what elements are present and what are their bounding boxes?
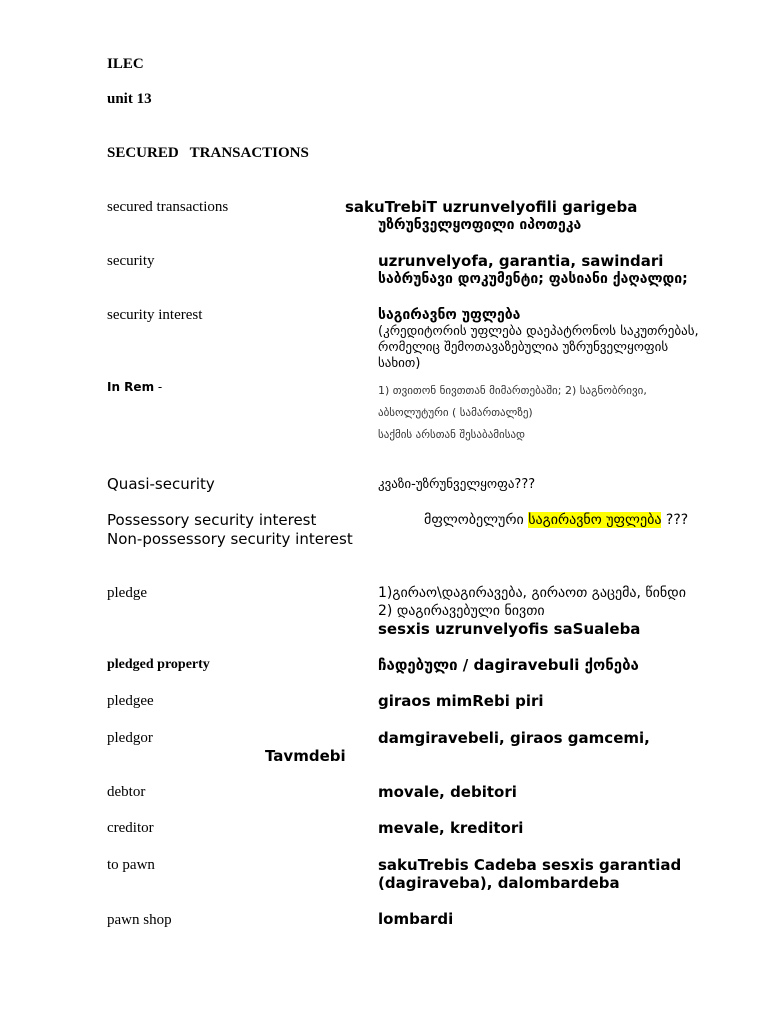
definition-in-rem [378, 380, 647, 446]
term-quasi-security: Quasi-security [107, 475, 215, 493]
definition-possessory [424, 512, 688, 528]
term-pledgee: pledgee [107, 693, 154, 709]
definition-security-interest-title: საგირავნო უფლება [378, 307, 521, 323]
definition-possessory-prefix: მფლობელური [424, 512, 529, 528]
definition-pledged-property: ჩადებული / dagiravebuli ქონება [378, 656, 639, 674]
definition-to-pawn-line1: sakuTrebis Cadeba sesxis garantiad [378, 856, 682, 874]
definition-pledge [378, 584, 686, 638]
definition-in-rem-line1: 1) თვითონ ნივთთან მიმართებაში; 2) საგნობრივი, [378, 384, 647, 397]
definition-security-interest-line2: (კრედიტორის უფლება დაეპატრონოს საკუთრებას, [378, 324, 699, 339]
unit-label: unit 13 [107, 91, 152, 107]
definition-in-rem-line2: აბსოლუტური ( სამართალზე) [378, 406, 533, 419]
definition-pledgee: giraos mimRebi piri [378, 692, 544, 710]
definition-pledge-line1: 1)გირაო\დაგირავება, გირაოთ გაცემა, წინდი [378, 585, 686, 601]
term-in-rem-label: In Rem [107, 380, 155, 394]
definition-possessory-suffix: ??? [661, 512, 689, 528]
definition-in-rem-line3: საქმის არსთან შესაბამისად [378, 428, 526, 441]
definition-pledge-line2: 2) დაგირავებული ნივთი [378, 603, 545, 619]
definition-quasi-security: კვაზი-უზრუნველყოფა??? [378, 477, 536, 492]
definition-pledgor-line2: Tavmdebi [265, 747, 346, 765]
definition-security-georgian: საბრუნავი დოკუმენტი; ფასიანი ქაღალდი; [378, 271, 688, 287]
page-title: SECURED TRANSACTIONS [107, 145, 309, 161]
term-pledgor: pledgor [107, 730, 153, 746]
term-security-interest: security interest [107, 307, 203, 323]
definition-security-interest-line3: რომელიც შემოთავაზებულია უზრუნველყოფის [378, 340, 669, 355]
term-creditor: creditor [107, 820, 154, 836]
term-in-rem [107, 380, 162, 394]
term-possessory-security-interest: Possessory security interest [107, 511, 317, 529]
course-label: ILEC [107, 56, 144, 72]
definition-security-latin: uzrunvelyofa, garantia, sawindari [378, 252, 664, 270]
term-debtor: debtor [107, 784, 146, 800]
definition-pledge-line3: sesxis uzrunvelyofis saSualeba [378, 620, 641, 638]
highlighted-text: საგირავნო უფლება [528, 512, 662, 528]
term-non-possessory-security-interest: Non-possessory security interest [107, 530, 353, 548]
term-pawn-shop: pawn shop [107, 912, 172, 928]
definition-debtor: movale, debitori [378, 783, 517, 801]
definition-creditor: mevale, kreditori [378, 819, 524, 837]
term-in-rem-dash: - [154, 380, 163, 394]
definition-to-pawn-line2: (dagiraveba), dalombardeba [378, 874, 620, 892]
term-pledge: pledge [107, 585, 147, 601]
term-to-pawn: to pawn [107, 857, 155, 873]
definition-secured-transactions-latin: sakuTrebiT uzrunvelyofili garigeba [345, 198, 638, 216]
definition-secured-transactions-georgian: უზრუნველყოფილი იპოთეკა [378, 217, 582, 233]
term-security: security [107, 253, 155, 269]
definition-to-pawn [378, 856, 681, 892]
term-pledged-property: pledged property [107, 657, 210, 672]
term-secured-transactions: secured transactions [107, 199, 229, 215]
definition-pawn-shop: lombardi [378, 910, 454, 928]
definition-security-interest-line4: სახით) [378, 356, 421, 371]
definition-security-interest [378, 306, 699, 372]
definition-pledgor-line1: damgiravebeli, giraos gamcemi, [378, 729, 650, 747]
